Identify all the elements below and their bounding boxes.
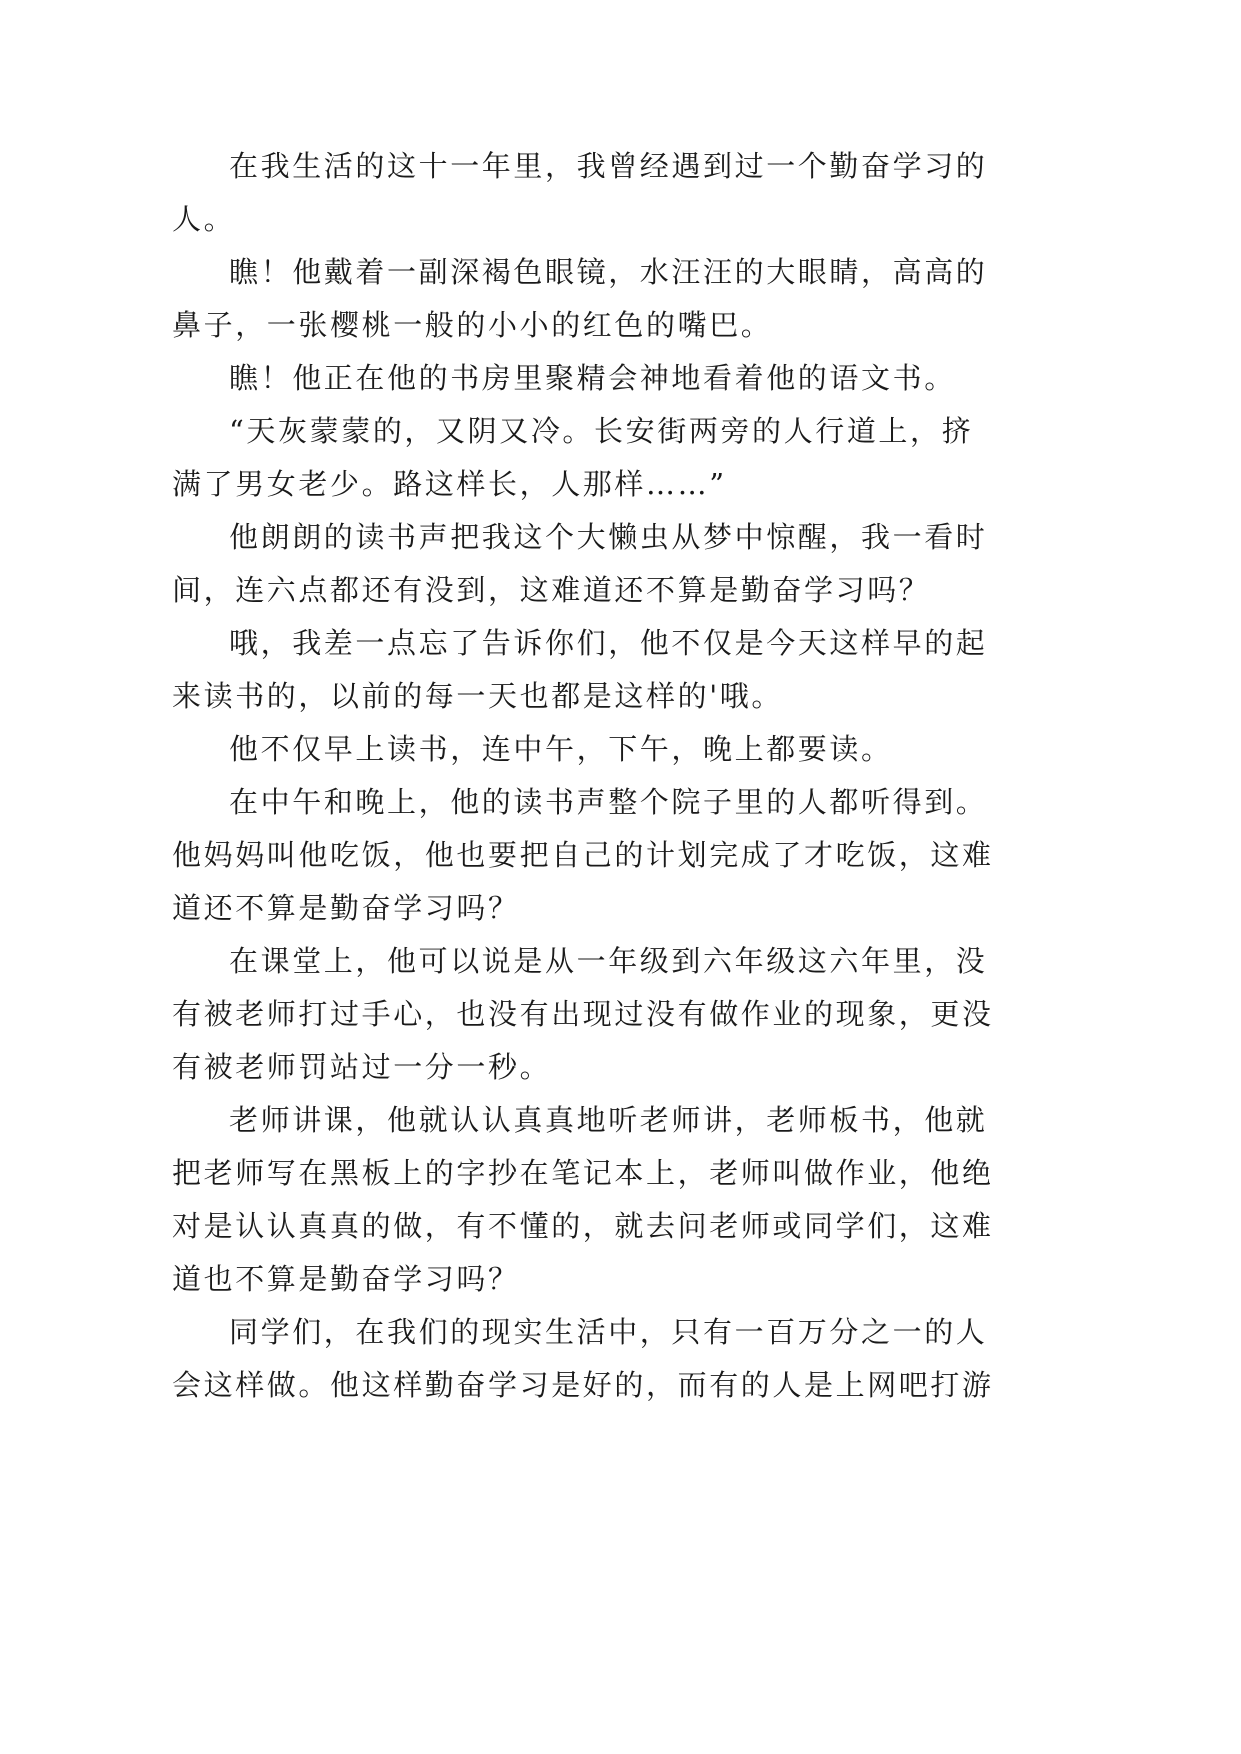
text-line: 瞧！他正在他的书房里聚精会神地看着他的语文书。 — [229, 361, 956, 395]
text-line: 道还不算是勤奋学习吗？ — [172, 891, 520, 925]
text-line: 在课堂上，他可以说是从一年级到六年级这六年里，没 — [229, 944, 988, 978]
text-line: 有被老师罚站过一分一秒。 — [172, 1050, 552, 1084]
text-line: 老师讲课，他就认认真真地听老师讲，老师板书，他就 — [229, 1103, 988, 1137]
text-line: 瞧！他戴着一副深褐色眼镜，水汪汪的大眼睛，高高的 — [229, 255, 988, 289]
text-line: 满了男女老少。路这样长，人那样……” — [172, 467, 727, 501]
text-line: 他不仅早上读书，连中午，下午，晚上都要读。 — [229, 732, 893, 766]
text-line: 鼻子，一张樱桃一般的小小的红色的嘴巴。 — [172, 308, 773, 342]
text-line: 对是认认真真的做，有不懂的，就去问老师或同学们，这难 — [172, 1209, 994, 1243]
text-line: 会这样做。他这样勤奋学习是好的，而有的人是上网吧打游 — [172, 1368, 994, 1402]
text-line: 他妈妈叫他吃饭，他也要把自己的计划完成了才吃饭，这难 — [172, 838, 994, 872]
text-line: “天灰蒙蒙的，又阴又冷。长安街两旁的人行道上，挤 — [229, 414, 974, 448]
text-line: 人。 — [172, 202, 236, 236]
text-line: 他朗朗的读书声把我这个大懒虫从梦中惊醒，我一看时 — [229, 520, 988, 554]
text-line: 在我生活的这十一年里，我曾经遇到过一个勤奋学习的 — [229, 149, 988, 183]
text-line: 来读书的，以前的每一天也都是这样的'哦。 — [172, 679, 783, 713]
text-line: 间，连六点都还有没到，这难道还不算是勤奋学习吗？ — [172, 573, 931, 607]
text-line: 同学们，在我们的现实生活中，只有一百万分之一的人 — [229, 1315, 988, 1349]
text-line: 有被老师打过手心，也没有出现过没有做作业的现象，更没 — [172, 997, 994, 1031]
text-line: 哦，我差一点忘了告诉你们，他不仅是今天这样早的起 — [229, 626, 988, 660]
text-line: 把老师写在黑板上的字抄在笔记本上，老师叫做作业，他绝 — [172, 1156, 994, 1190]
text-line: 道也不算是勤奋学习吗？ — [172, 1262, 520, 1296]
text-line: 在中午和晚上，他的读书声整个院子里的人都听得到。 — [229, 785, 988, 819]
